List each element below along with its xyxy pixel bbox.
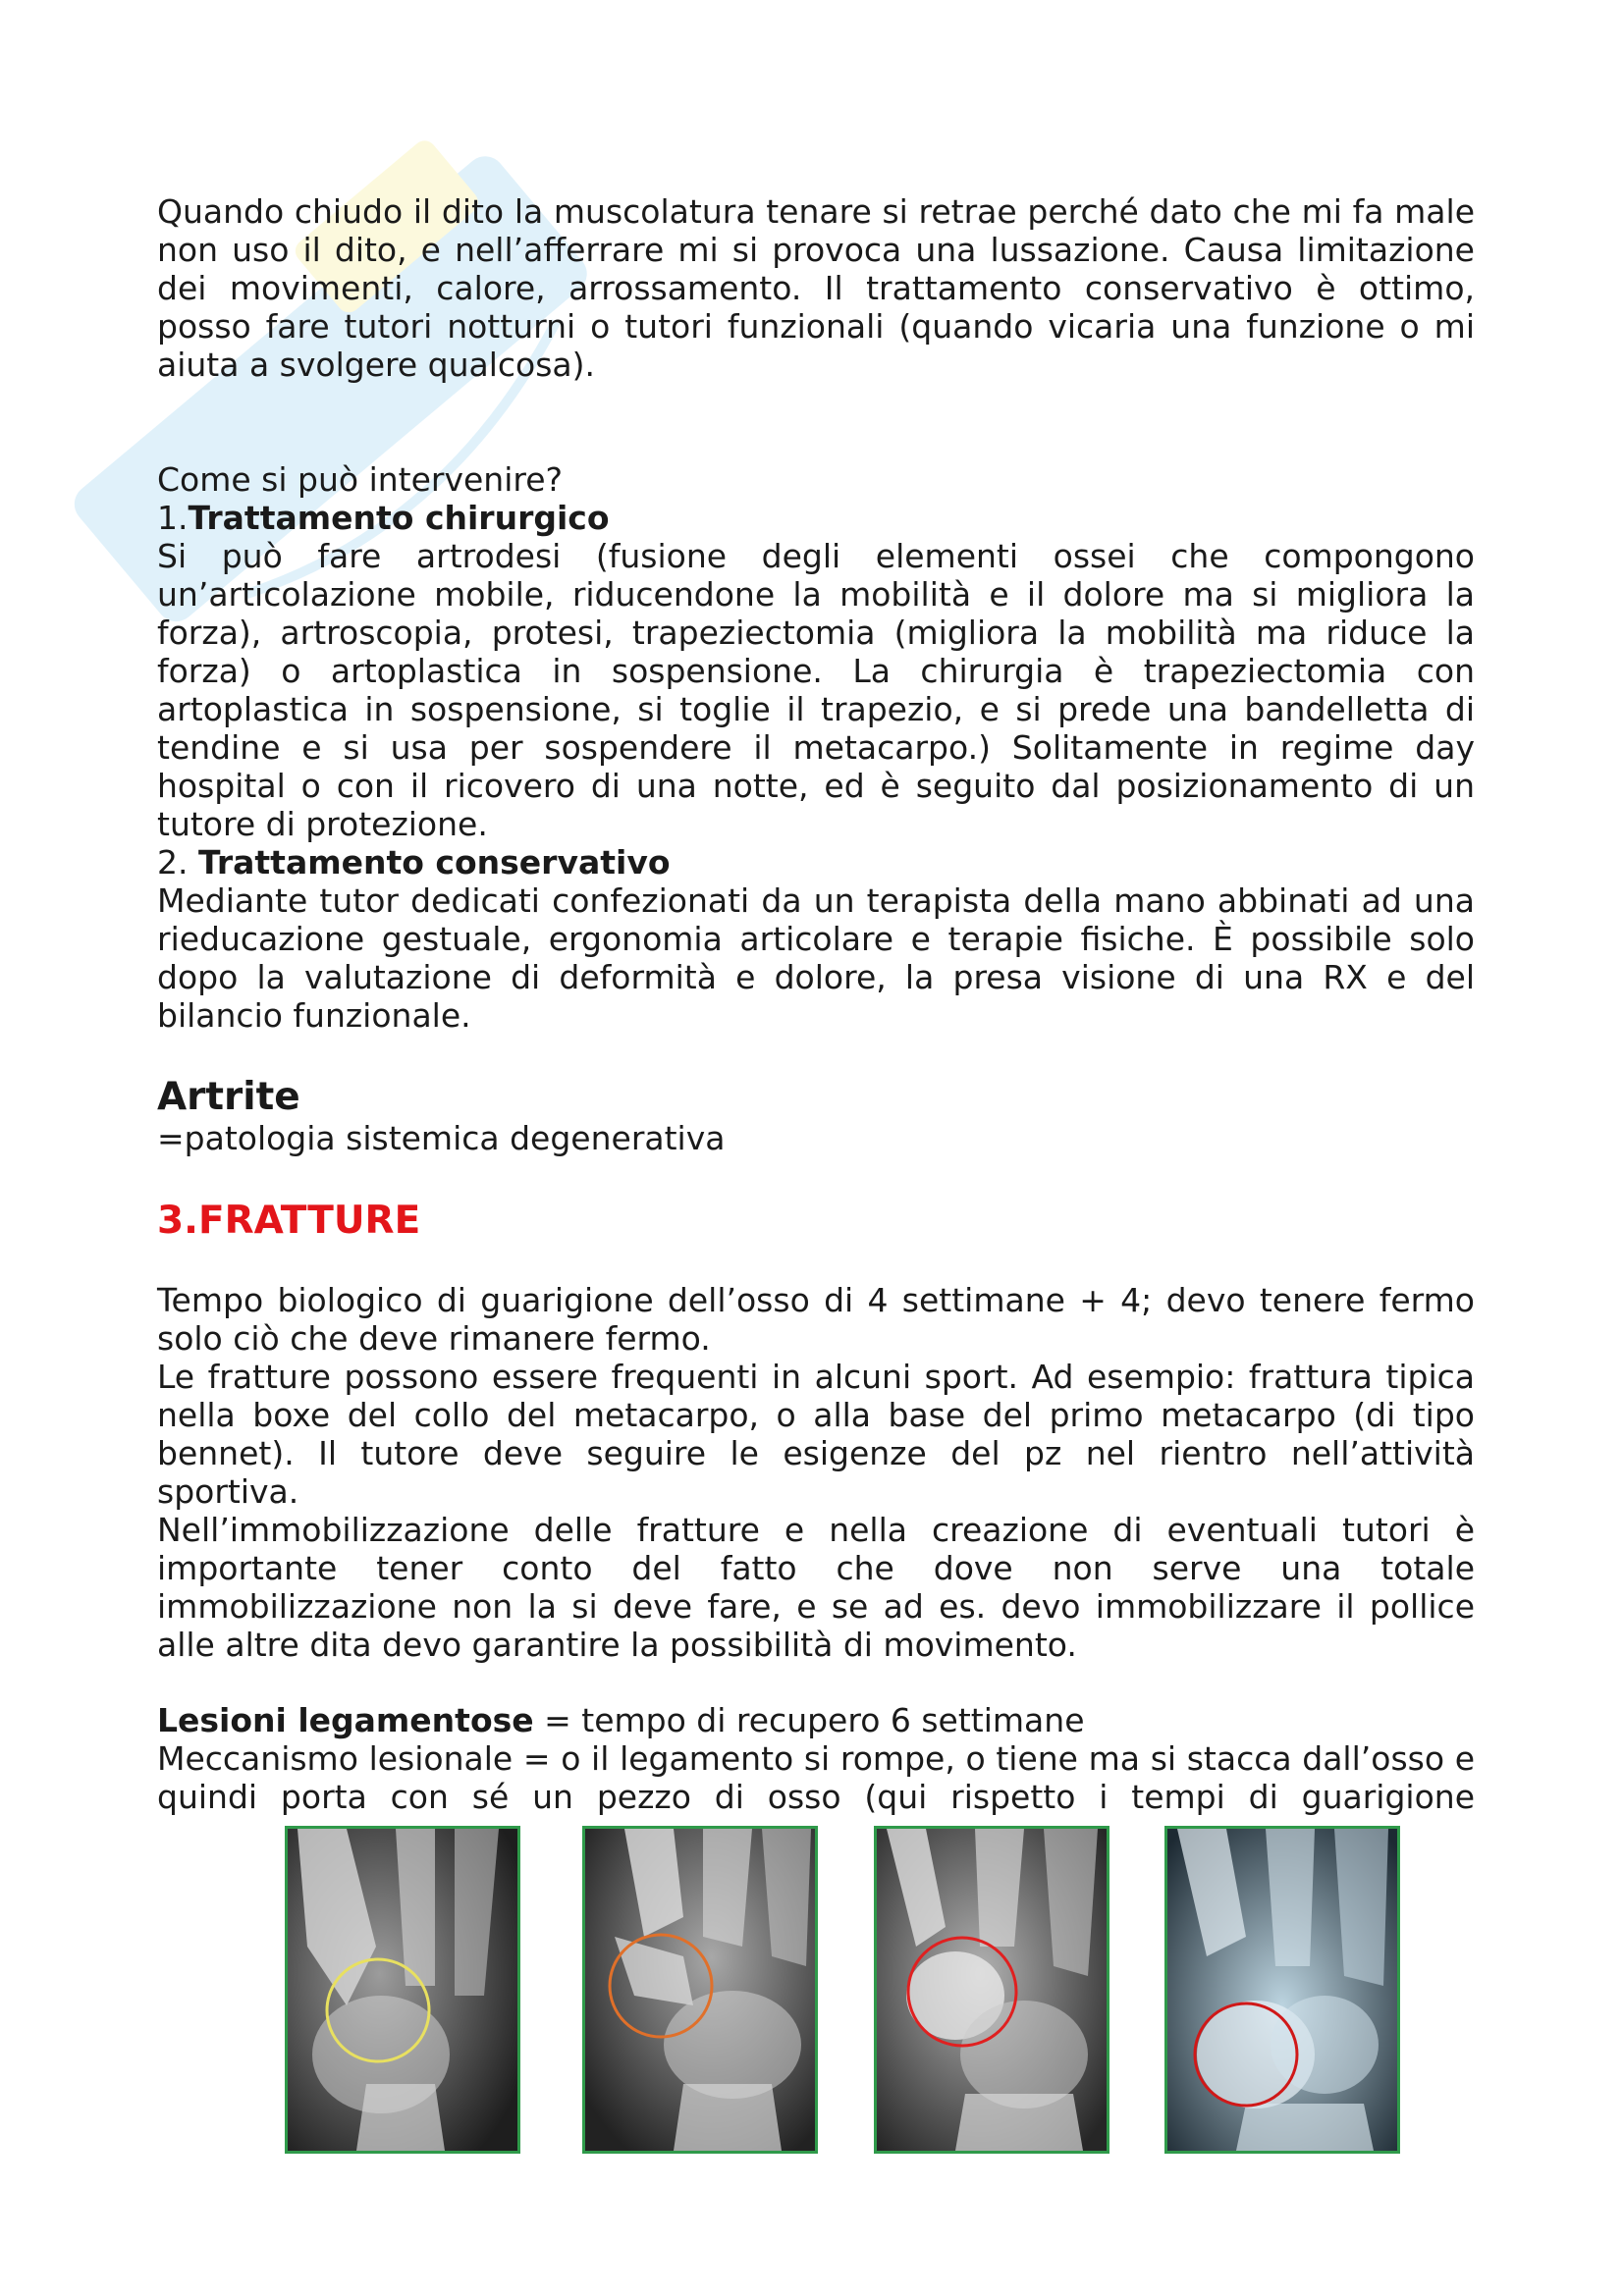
fratture-paragraph-2: Le fratture possono essere frequenti in alcuni sport. Ad esempio: frattura tipica nella boxe del collo del metacarpo, o alla base del primo metacarpo (di tipo bennet). Il tutore deve seguire le esigenze del pz nel rientro nell’attività sportiva. [157, 1358, 1475, 1511]
question-line: Come si può intervenire? [157, 460, 564, 499]
surgical-heading [157, 499, 1475, 537]
surgical-text: Si può fare artrodesi (fusione degli elementi ossei che compongono un’articolazione mobile, riducendone la mobilità e il dolore ma si migliora la forza), artroscopia, protesi, trapeziectomia (migliora la mobilità ma riduce la forza) o artoplastica in sospensione. La chirurgia è trapeziectomia con artoplastica in sospensione, si toglie il trapezio, e si prede una bandelletta di tendine e si usa per sospendere il metacarpo.) Solitamente in regime day hospital o con il ricovero di una notte, ed è seguito dal posizionamento di un tutore di protezione. [157, 537, 1475, 843]
fratture-paragraph-1: Tempo biologico di guarigione dell’osso di 4 settimane + 4; devo tenere fermo solo ciò che deve rimanere fermo. [157, 1281, 1475, 1358]
conservative-text: Mediante tutor dedicati confezionati da un terapista della mano abbinati ad una rieducazione gestuale, ergonomia articolare e terapie fisiche. È possibile solo dopo la valutazione di deformità e dolore, la presa visione di una RX e del bilancio funzionale. [157, 881, 1475, 1035]
surgical-title: Trattamento chirurgico [188, 499, 610, 537]
lesioni-rest: = tempo di recupero 6 settimane [533, 1701, 1085, 1739]
xray-image-3 [874, 1826, 1109, 2154]
conservative-title: Trattamento conservativo [197, 843, 671, 881]
conservative-heading [157, 843, 1475, 881]
fratture-paragraph-3: Nell’immobilizzazione delle fratture e nella creazione di eventuali tutori è importante tener conto del fatto che dove non serve una totale immobilizzazione non la si deve fare, e se ad es. devo immobilizzare il pollice alle altre dita devo garantire la possibilità di movimento. [157, 1511, 1475, 1664]
artrite-heading: Artrite [157, 1075, 300, 1119]
lesioni-heading [157, 1701, 1475, 1739]
xray-gallery [285, 1826, 1463, 2154]
conservative-number: 2. [157, 843, 198, 881]
xray-image-1 [285, 1826, 520, 2154]
lesioni-title: Lesioni legamentose [157, 1701, 534, 1739]
fratture-heading: 3.FRATTURE [157, 1199, 421, 1243]
xray-image-2 [582, 1826, 818, 2154]
artrite-definition: =patologia sistemica degenerativa [157, 1119, 726, 1157]
intro-paragraph: Quando chiudo il dito la muscolatura tenare si retrae perché dato che mi fa male non uso il dito, e nell’afferrare mi si provoca una lussazione. Causa limitazione dei movimenti, calore, arrossamento. Il trattamento conservativo è ottimo, posso fare tutori notturni o tutori funzionali (quando vicaria una funzione o mi aiuta a svolgere qualcosa). [157, 192, 1475, 384]
surgical-number: 1. [157, 499, 189, 537]
lesioni-mechanism: Meccanismo lesionale = o il legamento si rompe, o tiene ma si stacca dall’osso e quindi porta con sé un pezzo di osso (qui rispetto i tempi di guarigione [157, 1739, 1475, 1816]
xray-image-4 [1164, 1826, 1400, 2154]
document-body [157, 192, 1475, 1816]
